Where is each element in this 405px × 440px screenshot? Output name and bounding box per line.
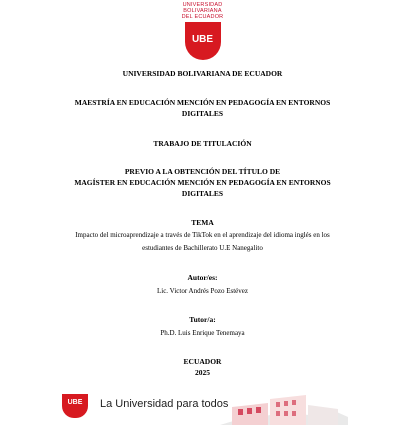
tutor-label: Tutor/a:: [189, 315, 216, 324]
tema-line-1: Impacto del microaprendizaje a través de TikTok en el aprendizaje del idioma inglés en los: [75, 231, 330, 239]
building-illustration-icon: [220, 387, 348, 425]
work-type: TRABAJO DE TITULACIÓN: [153, 139, 252, 148]
degree-line-2: MAGÍSTER EN EDUCACIÓN MENCIÓN EN PEDAGOGÍA EN ENTORNOS: [74, 178, 331, 187]
author-label: Autor/es:: [187, 273, 218, 282]
logo-text-line2: BOLIVARIANA: [183, 8, 222, 14]
year: 2025: [195, 368, 210, 377]
logo-badge-text: UBE: [191, 34, 214, 45]
degree-line-1: PREVIO A LA OBTENCIÓN DEL TÍTULO DE: [124, 167, 281, 176]
country: ECUADOR: [183, 357, 222, 366]
tema-label: TEMA: [191, 218, 214, 227]
degree-line-3: DIGITALES: [181, 189, 224, 198]
ube-shield-icon: [185, 22, 221, 60]
author-name: Lic. Victor Andrés Pozo Estévez: [156, 287, 248, 295]
university-name: UNIVERSIDAD BOLIVARIANA DE ECUADOR: [122, 69, 283, 78]
university-logo: [0, 2, 405, 60]
footer-ube-logo-icon: [62, 394, 88, 418]
tema-line-2: estudiantes de Bachillerato U.E Nanegalito: [142, 244, 263, 252]
logo-text-line3: DEL ECUADOR: [181, 14, 224, 20]
logo-text-line1: UNIVERSIDAD: [182, 2, 223, 8]
program-line-2: DIGITALES: [181, 109, 224, 118]
footer-slogan: La Universidad para todos: [100, 398, 229, 410]
program-line-1: MAESTRÍA EN EDUCACIÓN MENCIÓN EN PEDAGOGÍA EN ENTORNOS: [74, 98, 331, 107]
footer-logo-badge-text: UBE: [67, 399, 83, 406]
tutor-name: Ph.D. Luis Enrique Tenemaya: [160, 329, 245, 337]
